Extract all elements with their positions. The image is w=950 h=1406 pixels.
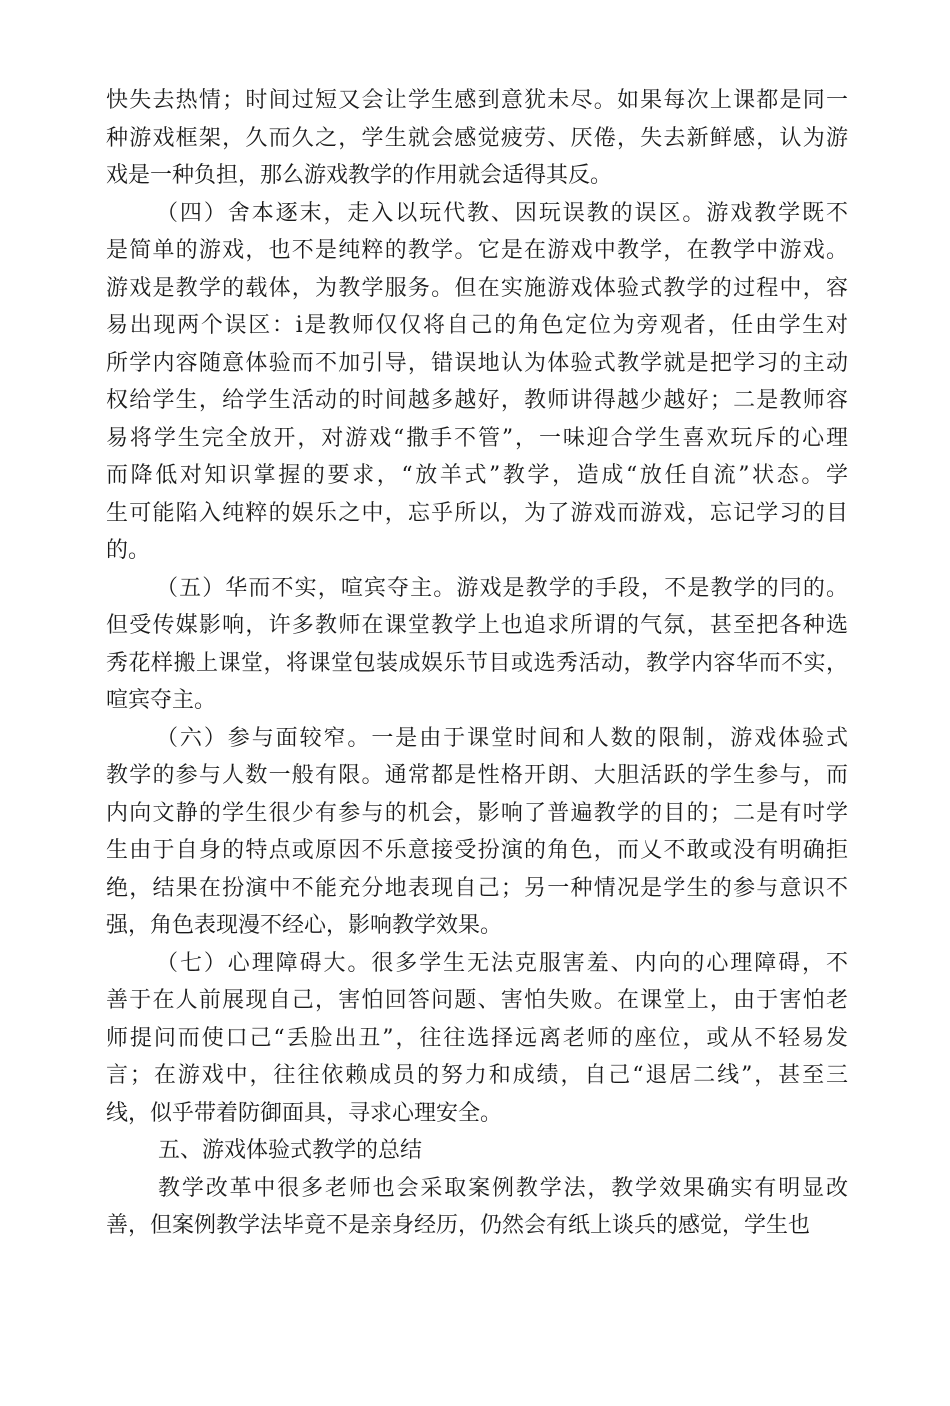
text-line: 善于在人前展现自己，害怕回答问题、害怕失败。在课堂上，由于害怕老 [106, 988, 848, 1013]
text-line: 言；在游戏中，往往依赖成员的努力和成绩，自己“退居二线”，甚至三 [106, 1063, 848, 1088]
text-line: 内向文静的学生很少有参与的机会，影响了普遍教学的目的；二是有吋学 [106, 800, 848, 826]
paragraph [106, 82, 848, 195]
text-line: （五）华而不实，喧宾夺主。游戏是教学的手段，不是教学的冃的。 [156, 575, 848, 601]
text-line: 快失去热情；时间过短又会让学生感到意犹未尽。如果每次上课都是同一 [106, 88, 848, 113]
text-line: 五、游戏体验式教学的总结 [158, 1138, 423, 1163]
text-line: 但受传媒影响，许多教师在课堂教学上也追求所谓的气氛，甚至把各种选 [106, 613, 848, 638]
text-line: 戏是一种负担，那么游戏教学的作用就会适得其反。 [106, 163, 613, 188]
text-line: （四）舍本逐末，走入以玩代教、因玩误教的误区。游戏教学既不 [156, 200, 848, 226]
text-line: 的。 [106, 538, 151, 563]
text-line: 而降低对知识掌握的要求，“放羊式”教学，造成“放任自流”状态。学 [106, 463, 848, 488]
paragraph [106, 1170, 848, 1245]
text-line: （六）参与面较窄。一是由于课堂时间和人数的限制，游戏体验式 [156, 725, 848, 751]
text-line: 游戏是教学的载体，为教学服务。但在实施游戏体验式教学的过程中，容 [106, 275, 848, 301]
text-line: 绝，结果在扮演中不能充分地表现自己；另一种情况是学生的参与意识不 [106, 875, 848, 901]
text-line: 权给学生，给学生活动的时间越多越好，教师讲得越少越好；二是教师容 [106, 388, 848, 413]
text-line: 易出现两个误区：i是教师仅仅将自己的角色定位为旁观者，任由学生对 [106, 313, 848, 338]
paragraph [106, 945, 848, 1133]
text-line: 种游戏框架，久而久之，学生就会感觉疲劳、厌倦，失去新鲜感，认为游 [106, 125, 848, 151]
text-line: 强，角色表现漫不经心，影响教学效果。 [106, 913, 503, 938]
text-line: 善，但案例教学法毕竟不是亲身经历，仍然会有纸上谈兵的感觉，学生也 [106, 1213, 811, 1238]
paragraph [106, 195, 848, 570]
text-line: 生可能陷入纯粹的娱乐之中，忘乎所以，为了游戏而游戏，忘记学习的目 [106, 500, 848, 526]
text-line: 易将学生完全放开，对游戏“撒手不管”，一味迎合学生喜欢玩斥的心理 [106, 425, 848, 451]
text-line: 教学改革中很多老师也会采取案例教学法，教学效果确实有明显改 [158, 1175, 848, 1201]
text-line: 教学的参与人数一般有限。通常都是性格开朗、大胆活跃的学生参与，而 [106, 763, 848, 788]
text-line: 师提问而使口己“丢脸出丑”，往往选择远离老师的座位，或从不轻易发 [106, 1025, 848, 1051]
section-heading [106, 1132, 848, 1170]
text-line: 秀花样搬上课堂，将课堂包装成娱乐节目或选秀活动，教学内容华而不实， [106, 650, 848, 676]
text-line: 所学内容随意体验而不加引导，错误地认为体验式教学就是把学习的主动 [106, 350, 848, 376]
text-line: （七）心理障碍大。很多学生无法克服害羞、内向的心理障碍，不 [156, 950, 848, 976]
paragraph [106, 570, 848, 720]
text-line: 生由于自身的特点或原因不乐意接受扮演的角色，而乂不敢或没有明确拒 [106, 838, 848, 863]
text-line: 喧宾夺主。 [106, 688, 217, 713]
document-page [106, 82, 848, 1245]
text-line: 是简单的游戏，也不是纯粹的教学。它是在游戏中教学，在教学中游戏。 [106, 238, 848, 263]
paragraph [106, 720, 848, 945]
text-line: 线，似乎带着防御面具，寻求心理安全。 [106, 1100, 503, 1126]
